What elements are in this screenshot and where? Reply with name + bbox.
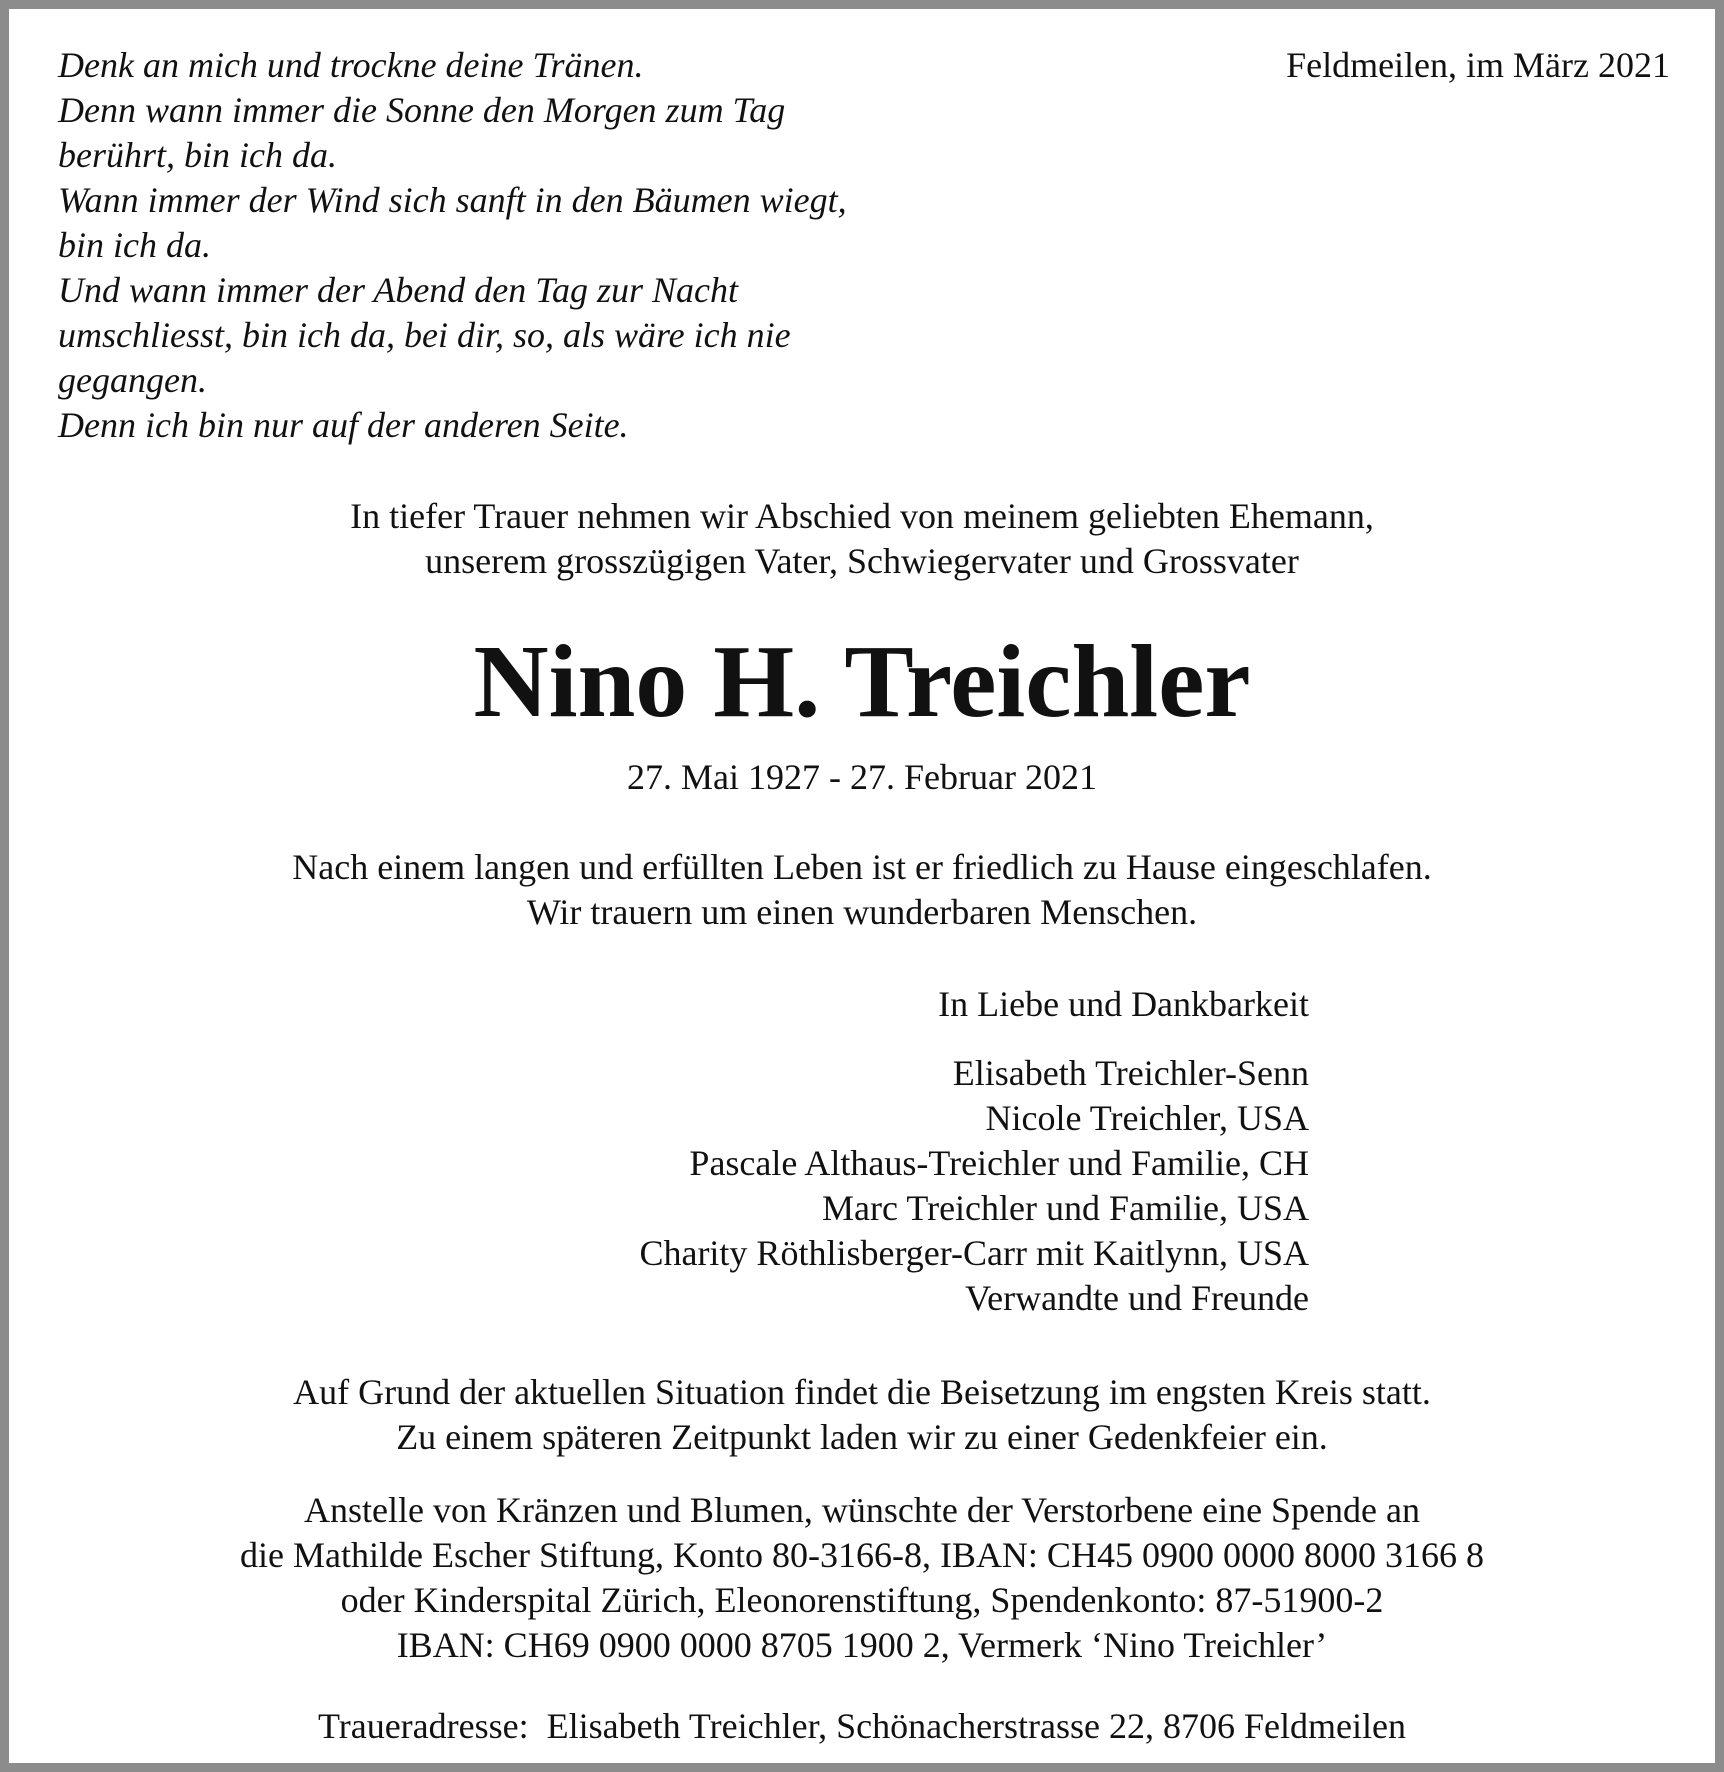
poem-line: bin ich da. bbox=[58, 225, 211, 265]
life-dates bbox=[18, 755, 1706, 800]
mourners-list bbox=[639, 1051, 1309, 1321]
donation-line: Anstelle von Kränzen und Blumen, wünschte der Verstorbene eine Spende an bbox=[303, 1490, 1421, 1530]
mourner: Elisabeth Treichler-Senn bbox=[952, 1053, 1309, 1093]
poem bbox=[58, 43, 958, 448]
donation-line: die Mathilde Escher Stiftung, Konto 80-3166-8, IBAN: CH45 0900 0000 8000 3166 8 bbox=[240, 1535, 1484, 1575]
message-line: Wir trauern um einen wunderbaren Menschen. bbox=[526, 892, 1198, 932]
mourner: Verwandte und Freunde bbox=[965, 1278, 1309, 1318]
life-dates-text: 27. Mai 1927 - 27. Februar 2021 bbox=[627, 757, 1097, 797]
signoff-text: In Liebe und Dankbarkeit bbox=[938, 984, 1309, 1024]
deceased-name: Nino H. Treichler bbox=[473, 624, 1251, 739]
poem-line: umschliesst, bin ich da, bei dir, so, als wäre ich nie bbox=[58, 315, 791, 355]
burial-line: Zu einem späteren Zeitpunkt laden wir zu einer Gedenkfeier ein. bbox=[396, 1417, 1328, 1457]
poem-line: Wann immer der Wind sich sanft in den Bäumen wiegt, bbox=[58, 180, 847, 220]
mourner: Nicole Treichler, USA bbox=[985, 1098, 1309, 1138]
intro-line: In tiefer Trauer nehmen wir Abschied von meinem geliebten Ehemann, bbox=[350, 496, 1374, 536]
mourner: Pascale Althaus-Treichler und Familie, CH bbox=[689, 1143, 1309, 1183]
poem-line: Denn ich bin nur auf der anderen Seite. bbox=[58, 405, 629, 445]
intro-line: unserem grosszügigen Vater, Schwiegervater und Grossvater bbox=[425, 541, 1299, 581]
burial-line: Auf Grund der aktuellen Situation findet die Beisetzung im engsten Kreis statt. bbox=[293, 1372, 1431, 1412]
intro-text bbox=[18, 494, 1706, 584]
message-text bbox=[18, 845, 1706, 935]
poem-line: gegangen. bbox=[58, 360, 207, 400]
mourning-address bbox=[18, 1704, 1706, 1749]
donation-line: oder Kinderspital Zürich, Eleonorenstiftung, Spendenkonto: 87-51900-2 bbox=[340, 1580, 1384, 1620]
mourner: Charity Röthlisberger-Carr mit Kaitlynn, USA bbox=[639, 1233, 1309, 1273]
message-line: Nach einem langen und erfüllten Leben ist er friedlich zu Hause eingeschlafen. bbox=[292, 847, 1432, 887]
obituary-content bbox=[18, 18, 1706, 1754]
signoff bbox=[938, 982, 1309, 1027]
poem-line: Und wann immer der Abend den Tag zur Nacht bbox=[58, 270, 739, 310]
donation-line: IBAN: CH69 0900 0000 8705 1900 2, Vermerk ‘Nino Treichler’ bbox=[396, 1625, 1328, 1665]
place-date: Feldmeilen, im März 2021 bbox=[1286, 45, 1670, 85]
poem-line: Denn wann immer die Sonne den Morgen zum Tag bbox=[58, 90, 786, 130]
mourner: Marc Treichler und Familie, USA bbox=[822, 1188, 1309, 1228]
burial-notice bbox=[18, 1370, 1706, 1460]
poem-line: Denk an mich und trockne deine Tränen. bbox=[58, 45, 644, 85]
address-text: Traueradresse: Elisabeth Treichler, Schönacherstrasse 22, 8706 Feldmeilen bbox=[318, 1706, 1406, 1746]
donation-notice bbox=[18, 1488, 1706, 1668]
poem-line: berührt, bin ich da. bbox=[58, 135, 337, 175]
